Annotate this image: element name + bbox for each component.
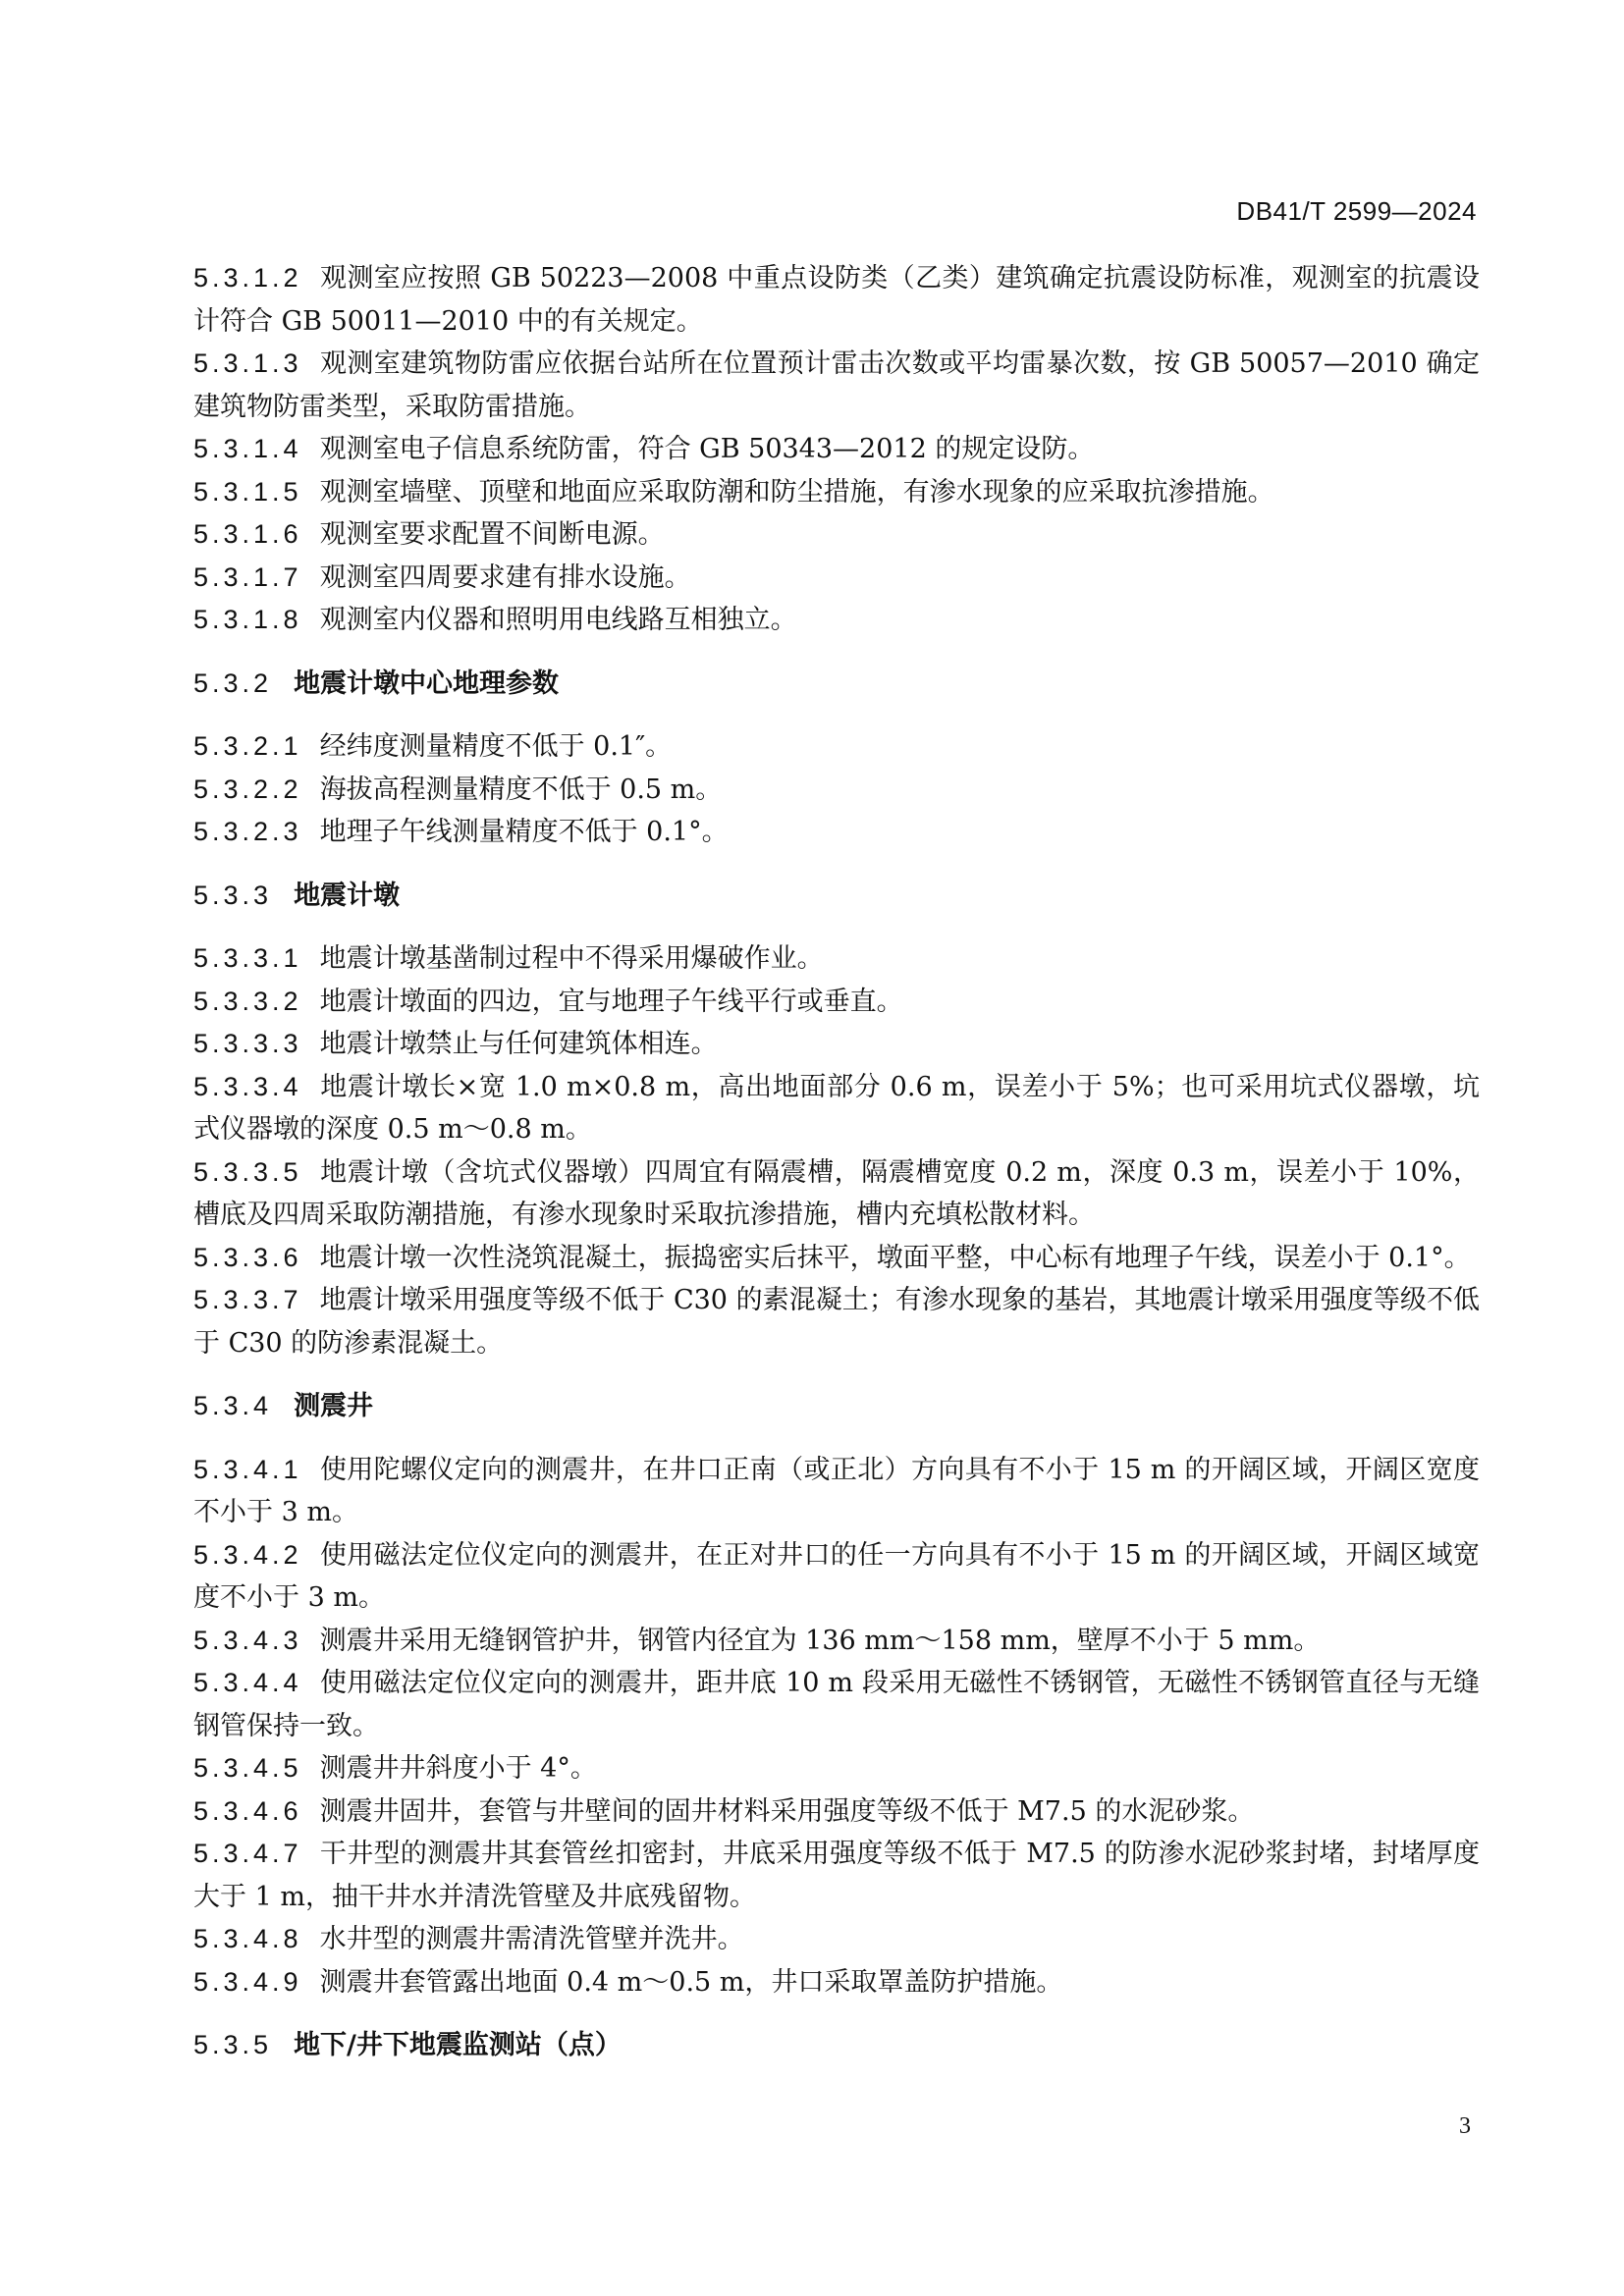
clause-text: 地震计墩基凿制过程中不得采用爆破作业。: [319, 943, 824, 974]
clause-5-3-1-6: [193, 513, 1480, 557]
clause-text: 地理子午线测量精度不低于 0.1°。: [319, 817, 729, 847]
clause-text: 经纬度测量精度不低于 0.1″。: [319, 731, 673, 762]
clause-5-3-3-1: [193, 937, 1480, 981]
section-title: 地下/井下地震监测站（点）: [294, 2030, 622, 2060]
clause-number: 5.3.2.3: [193, 817, 302, 846]
clause-5-3-3-7: [193, 1279, 1480, 1364]
clause-5-3-4-6: [193, 1790, 1480, 1834]
clause-text: 使用陀螺仪定向的测震井，在井口正南（或正北）方向具有不小于 15 m 的开阔区域，开阔区宽度不小于 3 m。: [193, 1454, 1480, 1527]
section-heading-5-3-5: [193, 2024, 1480, 2067]
clause-text: 水井型的测震井需清洗管壁并洗井。: [319, 1924, 744, 1954]
clause-text: 观测室要求配置不间断电源。: [319, 519, 665, 550]
clause-text: 观测室电子信息系统防雷，符合 GB 50343—2012 的规定设防。: [319, 434, 1095, 464]
section-number: 5.3.2: [193, 667, 273, 698]
clause-5-3-4-7: [193, 1833, 1480, 1918]
clause-number: 5.3.3.7: [193, 1285, 302, 1314]
clause-text: 地震计墩（含坑式仪器墩）四周宜有隔震槽，隔震槽宽度 0.2 m，深度 0.3 m，误差小于 10%，槽底及四周采取防潮措施，有渗水现象时采取抗渗措施，槽内充填松散材料。: [193, 1156, 1480, 1230]
document-code-header: DB41/T 2599—2024: [1236, 196, 1477, 226]
clause-5-3-4-9: [193, 1961, 1480, 2004]
clause-number: 5.3.4.6: [193, 1795, 302, 1826]
section-heading-5-3-4: [193, 1385, 1480, 1428]
clause-number: 5.3.4.2: [193, 1539, 302, 1570]
clause-number: 5.3.2.1: [193, 731, 302, 761]
clause-text: 观测室建筑物防雷应依据台站所在位置预计雷击次数或平均雷暴次数，按 GB 50057—2010 确定建筑物防雷类型，采取防雷措施。: [193, 348, 1480, 422]
clause-number: 5.3.4.4: [193, 1668, 302, 1697]
clause-number: 5.3.1.5: [193, 476, 302, 507]
section-number: 5.3.5: [193, 2030, 273, 2059]
clause-number: 5.3.1.8: [193, 605, 302, 634]
clause-5-3-3-2: [193, 981, 1480, 1024]
clause-number: 5.3.4.1: [193, 1454, 302, 1484]
section-title: 地震计墩: [294, 880, 401, 911]
clause-text: 测震井采用无缝钢管护井，钢管内径宜为 136 mm～158 mm，壁厚不小于 5 mm。: [319, 1625, 1321, 1656]
clause-text: 使用磁法定位仪定向的测震井，在正对井口的任一方向具有不小于 15 m 的开阔区域，开阔区域宽度不小于 3 m。: [193, 1539, 1480, 1613]
clause-number: 5.3.3.5: [193, 1156, 302, 1187]
clause-5-3-2-3: [193, 811, 1480, 854]
clause-5-3-1-2: [193, 257, 1480, 343]
clause-number: 5.3.3.1: [193, 943, 302, 973]
clause-number: 5.3.1.4: [193, 434, 302, 463]
clause-5-3-4-3: [193, 1620, 1480, 1663]
clause-text: 测震井井斜度小于 4°。: [319, 1753, 597, 1784]
clause-number: 5.3.3.2: [193, 986, 302, 1016]
clause-5-3-3-5: [193, 1151, 1480, 1237]
section-title: 测震井: [294, 1391, 374, 1421]
clause-number: 5.3.1.2: [193, 263, 302, 293]
section-number: 5.3.4: [193, 1391, 273, 1420]
clause-number: 5.3.3.3: [193, 1029, 302, 1058]
clause-text: 测震井固井，套管与井壁间的固井材料采用强度等级不低于 M7.5 的水泥砂浆。: [319, 1795, 1255, 1827]
clause-text: 地震计墩面的四边，宜与地理子午线平行或垂直。: [319, 986, 903, 1017]
clause-number: 5.3.1.7: [193, 561, 302, 592]
clause-5-3-1-5: [193, 471, 1480, 514]
clause-text: 观测室内仪器和照明用电线路互相独立。: [319, 605, 797, 635]
document-body: [193, 257, 1480, 2088]
clause-text: 观测室四周要求建有排水设施。: [319, 561, 691, 593]
clause-5-3-4-1: [193, 1449, 1480, 1534]
clause-text: 地震计墩采用强度等级不低于 C30 的素混凝土；有渗水现象的基岩，其地震计墩采用强度等级不低于 C30 的防渗素混凝土。: [193, 1285, 1480, 1359]
clause-number: 5.3.4.5: [193, 1753, 302, 1783]
clause-number: 5.3.4.7: [193, 1839, 302, 1868]
clause-text: 地震计墩长×宽 1.0 m×0.8 m，高出地面部分 0.6 m，误差小于 5%；也可采用坑式仪器墩，坑式仪器墩的深度 0.5 m～0.8 m。: [193, 1071, 1480, 1145]
clause-text: 观测室墙壁、顶壁和地面应采取防潮和防尘措施，有渗水现象的应采取抗渗措施。: [319, 476, 1274, 507]
clause-5-3-4-8: [193, 1918, 1480, 1961]
clause-text: 地震计墩一次性浇筑混凝土，振捣密实后抹平，墩面平整，中心标有地理子午线，误差小于 0.1°。: [319, 1242, 1471, 1273]
section-heading-5-3-3: [193, 875, 1480, 918]
clause-number: 5.3.3.6: [193, 1242, 302, 1272]
clause-5-3-4-4: [193, 1662, 1480, 1747]
clause-text: 干井型的测震井其套管丝扣密封，井底采用强度等级不低于 M7.5 的防渗水泥砂浆封堵，封堵厚度大于 1 m，抽干井水并清洗管壁及井底残留物。: [193, 1839, 1480, 1912]
clause-number: 5.3.1.3: [193, 348, 302, 378]
clause-text: 观测室应按照 GB 50223—2008 中重点设防类（乙类）建筑确定抗震设防标准，观测室的抗震设计符合 GB 50011—2010 中的有关规定。: [193, 263, 1480, 337]
clause-text: 地震计墩禁止与任何建筑体相连。: [319, 1029, 718, 1059]
clause-5-3-1-7: [193, 557, 1480, 600]
section-number: 5.3.3: [193, 880, 273, 910]
clause-number: 5.3.4.9: [193, 1966, 302, 1997]
clause-5-3-1-8: [193, 599, 1480, 642]
clause-text: 海拔高程测量精度不低于 0.5 m。: [319, 774, 723, 805]
section-title: 地震计墩中心地理参数: [294, 667, 560, 699]
clause-5-3-3-4: [193, 1066, 1480, 1151]
clause-5-3-3-6: [193, 1237, 1480, 1280]
page-number: 3: [1459, 2113, 1471, 2139]
clause-5-3-4-2: [193, 1534, 1480, 1620]
clause-5-3-2-1: [193, 725, 1480, 769]
clause-number: 5.3.4.8: [193, 1924, 302, 1953]
clause-number: 5.3.2.2: [193, 774, 302, 804]
clause-number: 5.3.4.3: [193, 1625, 302, 1655]
clause-number: 5.3.3.4: [193, 1071, 302, 1101]
clause-5-3-3-3: [193, 1023, 1480, 1066]
section-heading-5-3-2: [193, 663, 1480, 706]
clause-5-3-4-5: [193, 1747, 1480, 1790]
clause-5-3-1-3: [193, 343, 1480, 428]
clause-5-3-1-4: [193, 428, 1480, 471]
clause-text: 使用磁法定位仪定向的测震井，距井底 10 m 段采用无磁性不锈钢管，无磁性不锈钢管直径与无缝钢管保持一致。: [193, 1668, 1480, 1741]
clause-number: 5.3.1.6: [193, 519, 302, 549]
clause-5-3-2-2: [193, 769, 1480, 812]
clause-text: 测震井套管露出地面 0.4 m～0.5 m，井口采取罩盖防护措施。: [319, 1966, 1063, 1998]
